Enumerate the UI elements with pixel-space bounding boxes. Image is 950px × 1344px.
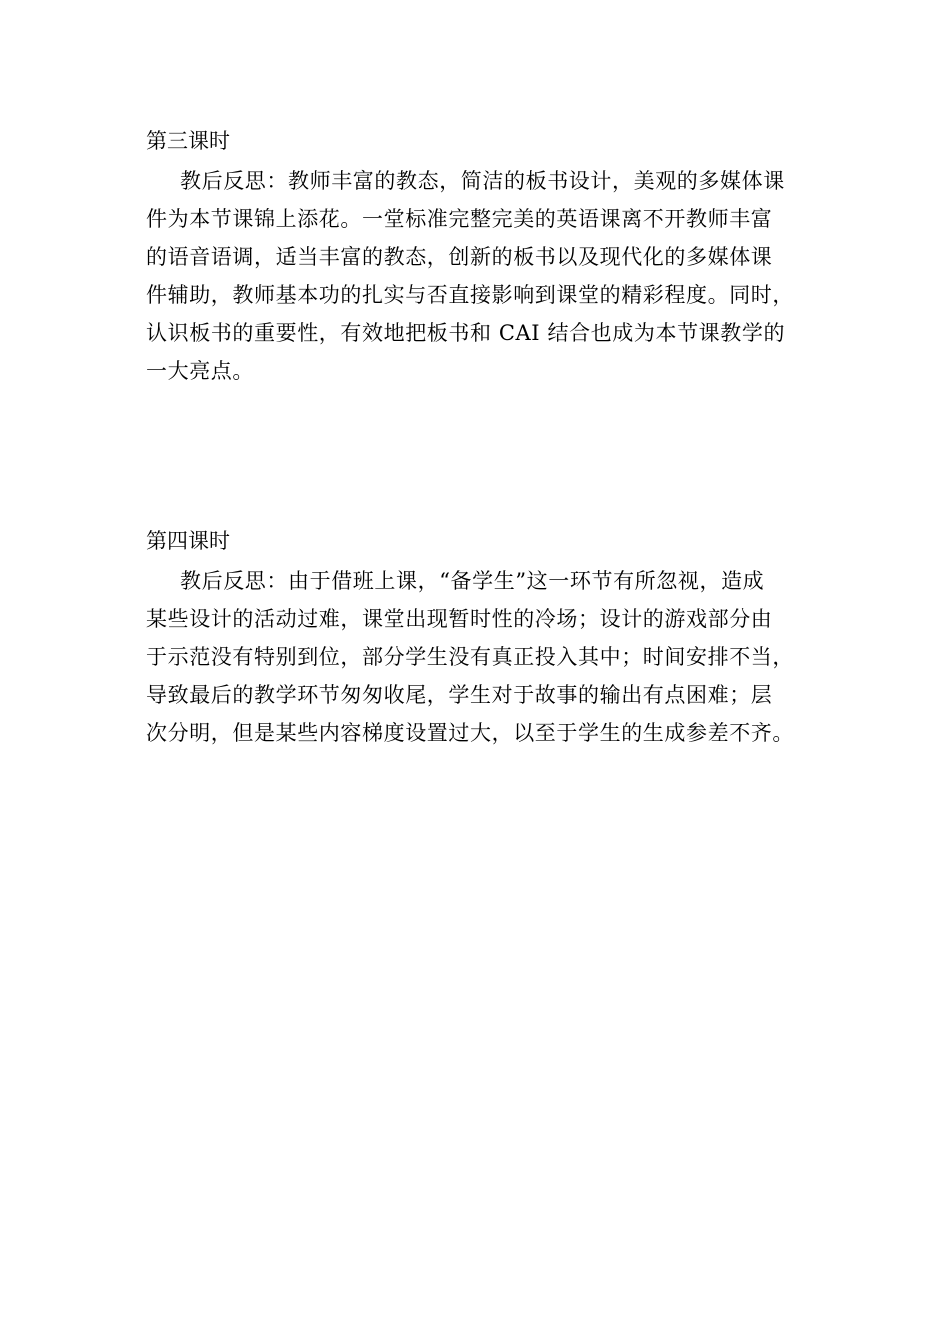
paragraph-line: 教后反思：教师丰富的教态，简洁的板书设计，美观的多媒体课 — [180, 169, 785, 193]
paragraph-line: 教后反思：由于借班上课，“备学生”这一环节有所忽视，造成 — [180, 569, 765, 593]
paragraph-line: 某些设计的活动过难，课堂出现暂时性的冷场；设计的游戏部分由 — [146, 607, 773, 631]
paragraph-line: 件辅助，教师基本功的扎实与否直接影响到课堂的精彩程度。同时， — [146, 283, 794, 307]
paragraph-line: 次分明，但是某些内容梯度设置过大，以至于学生的生成参差不齐。 — [146, 721, 794, 745]
paragraph-line: 一大亮点。 — [146, 359, 254, 383]
paragraph-line: 件为本节课锦上添花。一堂标准完整完美的英语课离不开教师丰富 — [146, 207, 773, 231]
paragraph-line: 导致最后的教学环节匆匆收尾，学生对于故事的输出有点困难；层 — [146, 683, 773, 707]
reflection-paragraph — [146, 162, 826, 390]
paragraph-line: 认识板书的重要性，有效地把板书和 CAI 结合也成为本节课教学的 — [146, 321, 786, 345]
section-title: 第四课时 — [146, 529, 230, 553]
paragraph-line: 的语音语调，适当丰富的教态，创新的板书以及现代化的多媒体课 — [146, 245, 773, 269]
section-lesson-4 — [146, 524, 826, 752]
reflection-paragraph — [146, 562, 826, 752]
section-lesson-3 — [146, 124, 826, 390]
paragraph-line: 于示范没有特别到位，部分学生没有真正投入其中；时间安排不当， — [146, 645, 794, 669]
section-title: 第三课时 — [146, 129, 230, 153]
